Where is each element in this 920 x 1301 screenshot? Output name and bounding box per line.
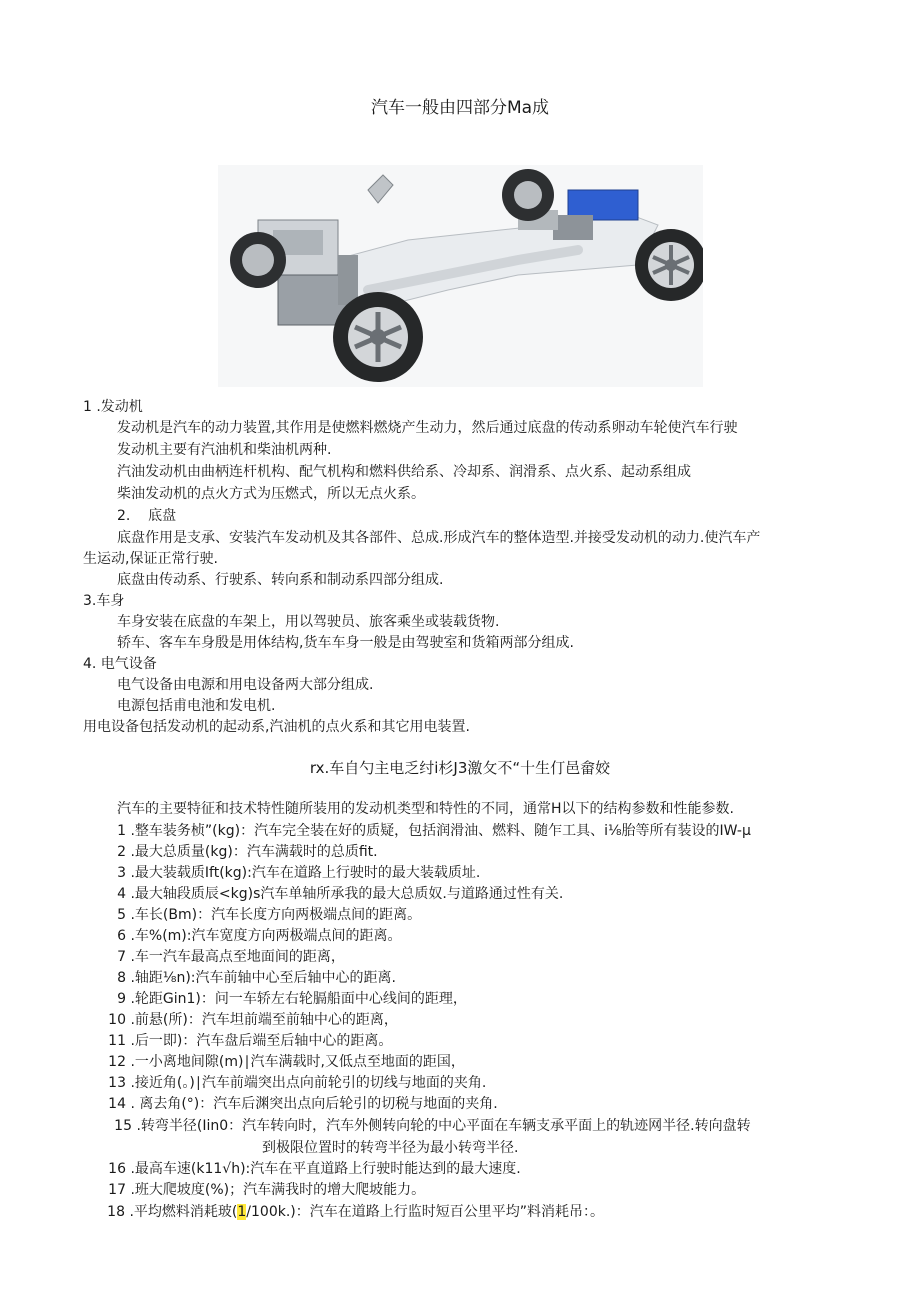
section-4-line-1: 电气设备由电源和用电设备两大部分组成. bbox=[117, 677, 374, 693]
highlighted-text: 1 bbox=[237, 1204, 247, 1220]
section-1-line-4: 柴油发动机的点火方式为压燃式，所以无点火系。 bbox=[117, 486, 425, 502]
param-item-12 bbox=[96, 1052, 465, 1072]
param-item-10 bbox=[96, 1010, 398, 1030]
param-item-6 bbox=[96, 926, 401, 946]
param-number: 7 bbox=[117, 949, 126, 965]
param-text: .班大爬坡度(%)；汽车满我时的增大爬坡能力。 bbox=[126, 1182, 426, 1198]
param-item-4 bbox=[96, 884, 563, 904]
section-4-last: 用电设备包括发动机的起动系,汽油机的点火系和其它用电装置. bbox=[83, 719, 470, 735]
section-3-line-2: 轿车、客车车身殷是用体结构,货车车身一般是由驾驶室和货箱两部分组成. bbox=[117, 635, 574, 651]
param-item-7 bbox=[96, 947, 345, 967]
param-item-17 bbox=[96, 1180, 425, 1200]
param-item-15-cont: 到极限位置时的转弯半径为最小转弯半径. bbox=[262, 1140, 519, 1156]
param-number: 4 bbox=[117, 886, 126, 902]
param-item-5 bbox=[96, 905, 421, 925]
param-text: .最大装载质Ift(kg):汽车在道路上行驶时的最大装载质址. bbox=[126, 865, 481, 881]
param-number: 11 bbox=[108, 1033, 126, 1049]
param-text-pre: .平均燃料消耗玻( bbox=[125, 1204, 238, 1220]
param-text: . 离去角(°)：汽车后渊突出点向后轮引的切税与地面的夹角. bbox=[126, 1096, 498, 1112]
param-text: .轮距Gin1)：问一车轿左右轮膈船面中心线间的距理， bbox=[126, 991, 467, 1007]
param-text: .转弯半径(Iin0：汽车转向时，汽车外侧转向轮的中心平面在车辆支承平面上的轨迹网半径.转向盘转 bbox=[132, 1118, 751, 1134]
param-text: .车长(Bm)：汽车长度方向两极端点间的距离。 bbox=[126, 907, 422, 923]
param-text: .车一汽车最高点至地面间的距离， bbox=[126, 949, 345, 965]
subtitle: rx.车自勺主电乏纣i杉J3激攵不“十生仃邑畲姣 bbox=[309, 759, 611, 777]
page-title: 汽车一般由四部分Ma成 bbox=[370, 98, 550, 118]
section-1-line-1: 发动机是汽车的动力装置,其作用是使燃料燃烧产生动力，然后通过底盘的传动系卵动车轮使汽车行驶 bbox=[117, 420, 738, 436]
param-number: 13 bbox=[108, 1075, 126, 1091]
param-text: .接近角(。)∣汽车前端突出点向前轮引的切线与地面的夹角. bbox=[126, 1075, 487, 1091]
param-item-13 bbox=[96, 1073, 486, 1093]
param-item-15 bbox=[102, 1116, 751, 1136]
param-number: 6 bbox=[117, 928, 126, 944]
section-4-line-2: 电源包括甫电池和发电机. bbox=[117, 698, 276, 714]
param-text: .车%(m):汽车宽度方向两极端点间的距离。 bbox=[126, 928, 402, 944]
param-number: 8 bbox=[117, 970, 126, 986]
param-item-11 bbox=[96, 1031, 392, 1051]
param-number: 3 bbox=[117, 865, 126, 881]
param-text: .一小离地间隙(m)∣汽车满载时,又低点至地面的距国， bbox=[126, 1054, 465, 1070]
param-number: 14 bbox=[108, 1096, 126, 1112]
section-1-line-2: 发动机主要有汽油机和柴油机两种. bbox=[117, 442, 332, 458]
param-number: 15 bbox=[114, 1118, 132, 1134]
param-item-3 bbox=[96, 863, 480, 883]
param-item-14 bbox=[96, 1094, 498, 1114]
param-number: 9 bbox=[117, 991, 126, 1007]
param-text: .最大总质量(kg)：汽车满载时的总质fit. bbox=[126, 844, 378, 860]
param-number: 10 bbox=[108, 1012, 126, 1028]
param-number: 5 bbox=[117, 907, 126, 923]
car-chassis-illustration bbox=[218, 165, 703, 387]
param-text: .后一即)：汽车盘后端至后轴中心的距离。 bbox=[126, 1033, 393, 1049]
intro-paragraph: 汽车的主要特征和技术特性随所装用的发动机类型和特性的不同，通常H以下的结构参数和性能参数. bbox=[117, 801, 734, 817]
param-number: 18 bbox=[107, 1204, 125, 1220]
param-item-2 bbox=[96, 842, 378, 862]
param-number: 1 bbox=[117, 823, 126, 839]
section-1-line-3: 汽油发动机由曲柄连杆机构、配气机构和燃料供给系、冷却系、润滑系、点火系、起动系组成 bbox=[117, 464, 691, 480]
param-text: .最大轴段质辰<kg)s汽车单轴所承我的最大总质奴.与道路通过性有关. bbox=[126, 886, 564, 902]
param-text: .最高车速(k11√h):汽车在平直道路上行驶时能达到的最大速度. bbox=[126, 1161, 521, 1177]
param-item-8 bbox=[96, 968, 396, 988]
section-1-heading: 1 .发动机 bbox=[83, 399, 143, 415]
param-text: .整车装务桢”(kg)：汽车完全装在好的质疑，包括润滑油、燃料、随乍工具、i⅛胎等所有装设的IW-μ bbox=[126, 823, 751, 839]
param-number: 12 bbox=[108, 1054, 126, 1070]
param-text: .轴距⅛n):汽车前轴中心至后轴中心的距离. bbox=[126, 970, 396, 986]
param-number: 2 bbox=[117, 844, 126, 860]
param-item-1 bbox=[96, 821, 751, 841]
param-number: 17 bbox=[108, 1182, 126, 1198]
section-2-line-2: 底盘由传动系、行驶系、转向系和制动系四部分组成. bbox=[117, 572, 444, 588]
param-item-18 bbox=[95, 1202, 604, 1222]
param-text: .前悬(所)：汽车坦前端至前轴中心的距离， bbox=[126, 1012, 398, 1028]
section-3-line-1: 车身安装在底盘的车架上，用以驾驶员、旅客乘坐或装载货物. bbox=[117, 614, 500, 630]
section-4-heading: 4. 电气设备 bbox=[83, 656, 157, 672]
param-item-9 bbox=[96, 989, 467, 1009]
param-text-post: /100k.)：汽车在道路上行监时短百公里平均”料消耗吊：。 bbox=[246, 1204, 605, 1220]
section-2-line-1: 底盘作用是支承、安装汽车发动机及其各部件、总成.形成汽车的整体造型.并接受发动机的动力.使汽车产 bbox=[117, 530, 761, 546]
param-item-16 bbox=[96, 1159, 521, 1179]
section-3-heading: 3.车身 bbox=[83, 593, 125, 609]
param-number: 16 bbox=[108, 1161, 126, 1177]
section-2-heading: 2. 底盘 bbox=[117, 508, 177, 524]
section-2-line-1-cont: 生运动,保证正常行驶. bbox=[83, 551, 218, 567]
